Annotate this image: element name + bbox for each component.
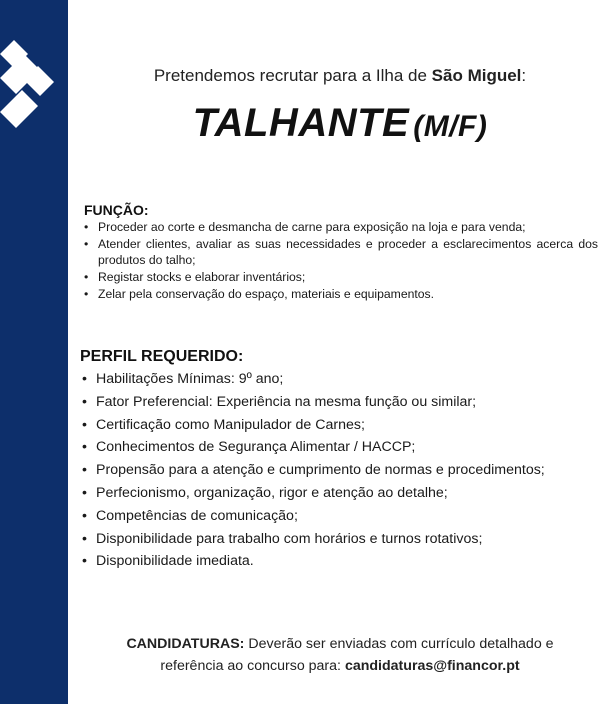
list-item: • Fator Preferencial: Experiência na mesma função ou similar; [82,393,477,410]
perfil-list [80,371,605,576]
list-item: • Atender clientes, avaliar as suas necessidades e proceder a esclarecimentos acerca dos produtos do talho; [84,237,598,267]
bullet: • [82,507,87,524]
intro-location: São Miguel [431,66,522,85]
list-item: • Registar stocks e elaborar inventários; [84,270,306,284]
bullet: • [82,371,87,387]
intro-suffix: : [521,66,527,85]
list-item: • Disponibilidade imediata. [82,553,254,570]
list-item: • Perfecionismo, organização, rigor e atenção ao detalhe; [82,484,448,501]
bullet: • [82,553,87,570]
bullet: • [84,220,89,234]
job-title-gender: (M/F) [413,110,488,143]
funcao-heading: FUNÇÃO: [84,202,149,218]
job-title-main: TALHANTE [192,101,410,145]
bullet: • [82,416,87,433]
bullet: • [82,462,87,479]
bullet: • [84,237,89,251]
perfil-heading: PERFIL REQUERIDO: [80,348,244,365]
list-item: • Zelar pela conservação do espaço, materiais e equipamentos. [84,287,435,301]
bullet: • [82,530,87,547]
candidaturas-text-1: Deverão ser enviadas com currículo detalhado e [244,636,554,652]
list-item: • Competências de comunicação; [82,507,298,524]
bullet: • [82,484,87,501]
bullet: • [84,270,89,284]
company-logo-icon [0,40,68,135]
job-ad [68,0,612,704]
list-item: • Proceder ao corte e desmancha de carne para exposição na loja e para venda; [84,220,526,234]
bullet: • [84,287,89,301]
intro-line [68,66,612,86]
job-title [68,101,612,146]
brand-sidebar [0,0,68,704]
list-item: • Certificação como Manipulador de Carnes; [82,416,365,433]
candidaturas-block [68,633,612,677]
list-item: • Propensão para a atenção e cumprimento de normas e procedimentos; [82,462,545,479]
candidaturas-text-2: referência ao concurso para: [160,658,345,674]
bullet: • [82,393,87,410]
list-item: • Conhecimentos de Segurança Alimentar / HACCP; [82,439,416,456]
candidaturas-email[interactable]: candidaturas@financor.pt [344,658,520,674]
list-item: • Disponibilidade para trabalho com horários e turnos rotativos; [82,530,483,547]
funcao-list [82,219,598,303]
list-item: • Habilitações Mínimas: 9º ano; [82,371,284,387]
bullet: • [82,439,87,456]
candidaturas-label: CANDIDATURAS: [126,636,245,652]
intro-text: Pretendemos recrutar para a Ilha de [153,66,432,85]
